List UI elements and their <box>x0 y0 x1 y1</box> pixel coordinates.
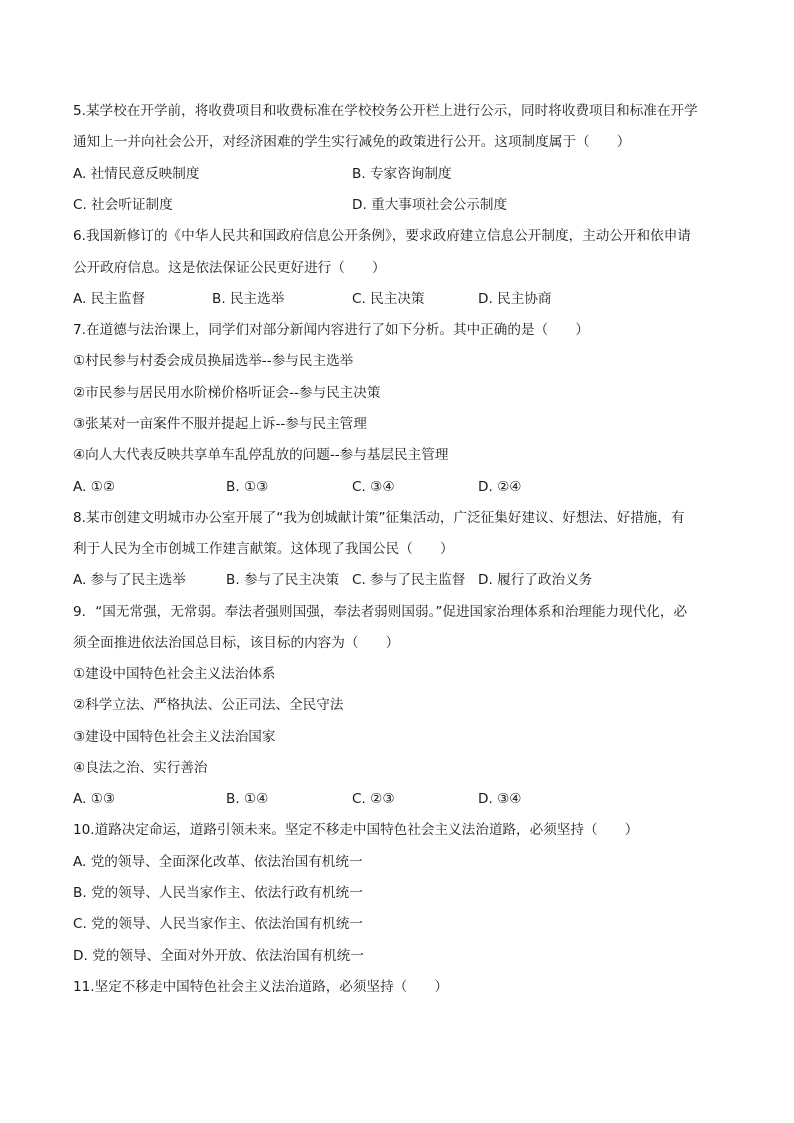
q10-option-c: C. 党的领导、人民当家作主、依法治国有机统一 <box>73 916 364 932</box>
q6-stem-line2: 公开政府信息。这是依法保证公民更好进行（ ） <box>73 260 386 276</box>
q7-item-2: ②市民参与居民用水阶梯价格听证会--参与民主决策 <box>73 385 381 401</box>
q6-option-d: D. 民主协商 <box>478 291 552 307</box>
q10-option-b: B. 党的领导、人民当家作主、依法行政有机统一 <box>73 885 363 901</box>
q8-option-b: B. 参与了民主决策 <box>226 572 340 588</box>
q9-item-3: ③建设中国特色社会主义法治国家 <box>73 729 276 745</box>
q8-option-d: D. 履行了政治义务 <box>478 572 593 588</box>
q5-stem-line1: 5.某学校在开学前，将收费项目和收费标准在学校校务公开栏上进行公示，同时将收费项目和标准在开学 <box>73 103 698 119</box>
q6-option-b: B. 民主选举 <box>212 291 285 307</box>
q8-stem-line2: 利于人民为全市创城工作建言献策。这体现了我国公民（ ） <box>73 541 454 557</box>
q6-option-a: A. 民主监督 <box>73 291 146 307</box>
q9-stem-line2: 须全面推进依法治国总目标，该目标的内容为（ ） <box>73 635 400 651</box>
q9-option-c: C. ②③ <box>352 791 395 807</box>
q9-stem-line1: 9．“国无常强，无常弱。奉法者强则国强，奉法者弱则国弱。”促进国家治理体系和治理能力现代化，必 <box>73 604 688 620</box>
q7-item-4: ④向人大代表反映共享单车乱停乱放的问题--参与基层民主管理 <box>73 447 449 463</box>
q6-stem-line1: 6.我国新修订的《中华人民共和国政府信息公开条例》，要求政府建立信息公开制度，主动公开和依申请 <box>73 228 691 244</box>
q9-item-1: ①建设中国特色社会主义法治体系 <box>73 666 276 682</box>
q7-item-1: ①村民参与村委会成员换届选举--参与民主选举 <box>73 353 354 369</box>
q7-stem-line1: 7.在道德与法治课上，同学们对部分新闻内容进行了如下分析。其中正确的是（ ） <box>73 322 589 338</box>
q7-item-3: ③张某对一亩案件不服并提起上诉--参与民主管理 <box>73 416 367 432</box>
q10-option-a: A. 党的领导、全面深化改革、依法治国有机统一 <box>73 854 363 870</box>
q9-option-a: A. ①③ <box>73 791 116 807</box>
q9-item-2: ②科学立法、严格执法、公正司法、全民守法 <box>73 697 344 713</box>
q5-option-d: D. 重大事项社会公示制度 <box>352 197 508 213</box>
q5-option-a: A. 社情民意反映制度 <box>73 166 200 182</box>
q7-option-c: C. ③④ <box>352 479 395 495</box>
q7-option-b: B. ①③ <box>226 479 269 495</box>
q5-option-b: B. 专家咨询制度 <box>352 166 452 182</box>
q8-option-a: A. 参与了民主选举 <box>73 572 186 588</box>
q10-option-d: D. 党的领导、全面对外开放、依法治国有机统一 <box>73 948 364 964</box>
q9-item-4: ④良法之治、实行善治 <box>73 760 208 776</box>
q8-stem-line1: 8.某市创建文明城市办公室开展了“我为创城献计策”征集活动，广泛征集好建议、好想法、好措施，有 <box>73 510 685 526</box>
q9-option-d: D. ③④ <box>478 791 522 807</box>
q6-option-c: C. 民主决策 <box>352 291 425 307</box>
q7-option-a: A. ①② <box>73 479 116 495</box>
q8-option-c: C. 参与了民主监督 <box>352 572 466 588</box>
q11-stem-line1: 11.坚定不移走中国特色社会主义法治道路，必须坚持（ ） <box>73 979 449 995</box>
q9-option-b: B. ①④ <box>226 791 269 807</box>
q5-option-c: C. 社会听证制度 <box>73 197 173 213</box>
q10-stem-line1: 10.道路决定命运，道路引领未来。坚定不移走中国特色社会主义法治道路，必须坚持（ ） <box>73 822 639 838</box>
q7-option-d: D. ②④ <box>478 479 522 495</box>
q5-stem-line2: 通知上一并向社会公开，对经济困难的学生实行减免的政策进行公开。这项制度属于（ ） <box>73 134 631 150</box>
